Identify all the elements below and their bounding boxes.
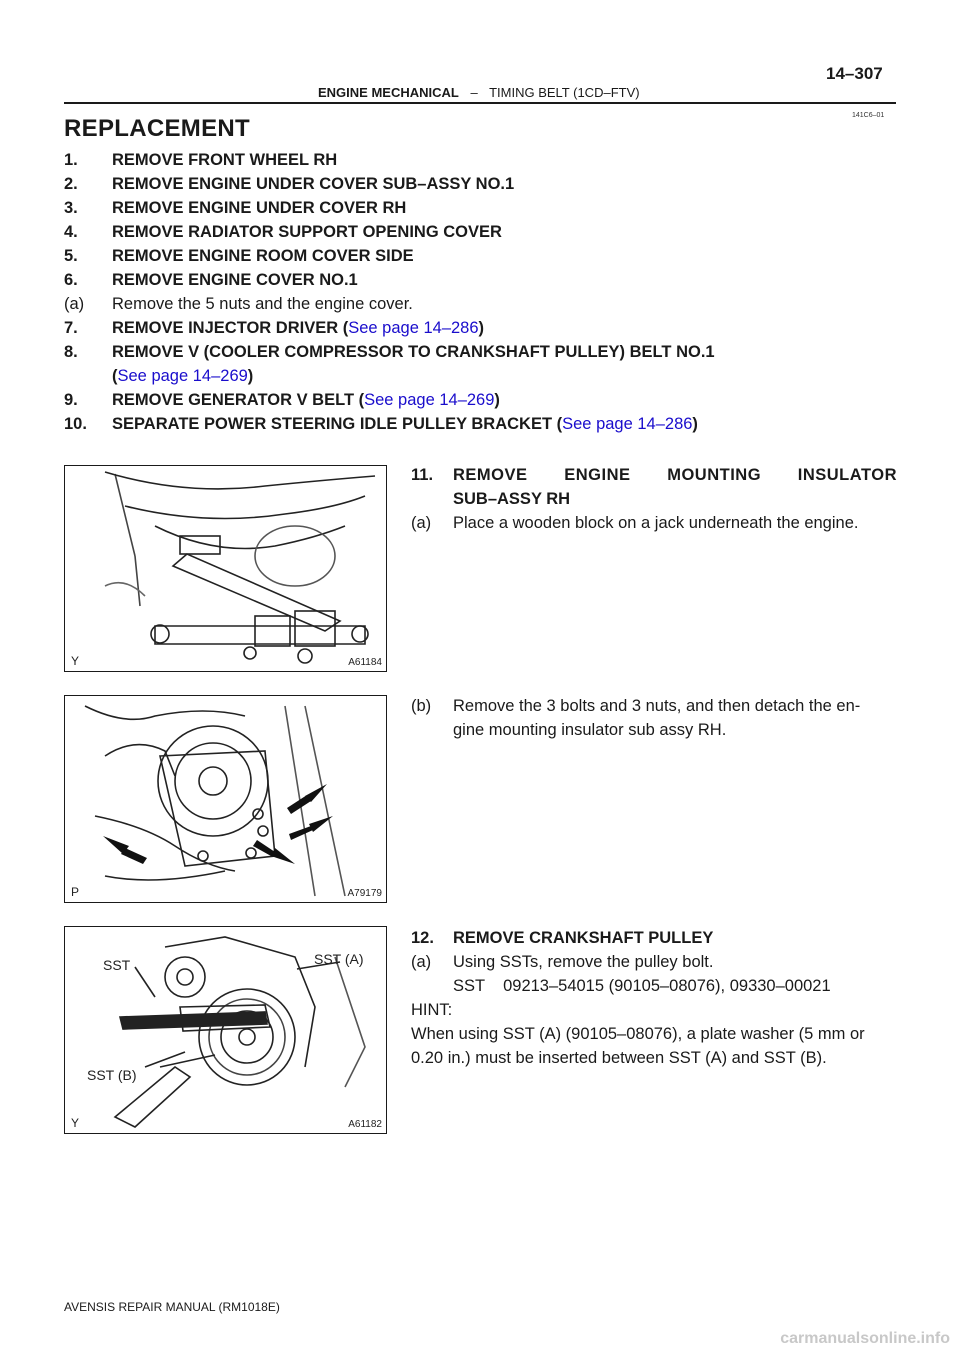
- step-11: [411, 463, 897, 535]
- section-name: ENGINE MECHANICAL: [318, 85, 459, 100]
- sst-numbers: SST 09213–54015 (90105–08076), 09330–00021: [453, 977, 831, 995]
- label-sst-a: SST (A): [314, 951, 364, 967]
- step-12: [411, 926, 897, 1070]
- step-1: 1. REMOVE FRONT WHEEL RH: [64, 151, 338, 169]
- step-5: 5. REMOVE ENGINE ROOM COVER SIDE: [64, 247, 414, 265]
- figure-mark: Y: [71, 1116, 80, 1130]
- section-title: TIMING BELT (1CD–FTV): [489, 85, 640, 100]
- step-10: 10. SEPARATE POWER STEERING IDLE PULLEY BRACKET (See page 14–286): [64, 415, 698, 433]
- step-11-heading: REMOVE ENGINE MOUNTING INSULATOR: [453, 466, 897, 484]
- step-6: 6. REMOVE ENGINE COVER NO.1: [64, 271, 358, 289]
- label-sst-b: SST (B): [87, 1067, 137, 1083]
- step-12-heading: REMOVE CRANKSHAFT PULLEY: [453, 929, 714, 947]
- section-header: [318, 85, 640, 100]
- figure-code: A61184: [348, 657, 382, 668]
- step-12a: (a) Using SSTs, remove the pulley bolt.: [411, 953, 714, 971]
- hint-label: HINT:: [411, 1001, 453, 1019]
- step-8: 8. REMOVE V (COOLER COMPRESSOR TO CRANKSHAFT PULLEY) BELT NO.1: [64, 343, 715, 361]
- link-page-14-269[interactable]: See page 14–269: [364, 391, 495, 409]
- header-rule: [64, 102, 896, 104]
- figure-engine-mount: [64, 695, 387, 903]
- doc-code: 141C6–01: [852, 112, 885, 119]
- hint-line-1: When using SST (A) (90105–08076), a plate washer (5 mm or: [411, 1025, 865, 1043]
- footer: AVENSIS REPAIR MANUAL (RM1018E): [64, 1300, 280, 1314]
- figure-mark: Y: [71, 654, 80, 668]
- step-11b: (b) Remove the 3 bolts and 3 nuts, and then detach the en- gine mounting insulator sub assy RH.: [411, 697, 861, 739]
- step-4: 4. REMOVE RADIATOR SUPPORT OPENING COVER: [64, 223, 502, 241]
- page-title: REPLACEMENT: [64, 115, 250, 142]
- step-8-ref: (See page 14–269): [112, 367, 254, 385]
- step-12-num: 12.: [411, 929, 434, 947]
- step-11a: (a) Place a wooden block on a jack underneath the engine.: [411, 514, 859, 532]
- link-page-14-286[interactable]: See page 14–286: [562, 415, 693, 433]
- header-separator: –: [470, 85, 478, 100]
- step-7: 7. REMOVE INJECTOR DRIVER (See page 14–286): [64, 319, 485, 337]
- label-sst: SST: [103, 957, 131, 973]
- step-9: 9. REMOVE GENERATOR V BELT (See page 14–269): [64, 391, 500, 409]
- watermark: carmanualsonline.info: [780, 1330, 950, 1347]
- figure-mark: P: [71, 885, 80, 899]
- step-3: 3. REMOVE ENGINE UNDER COVER RH: [64, 199, 407, 217]
- jack-illustration: [65, 466, 385, 670]
- figure-jack: [64, 465, 387, 672]
- figure-code: A79179: [347, 888, 382, 899]
- step-6a: (a) Remove the 5 nuts and the engine cover.: [64, 295, 413, 313]
- hint-line-2: 0.20 in.) must be inserted between SST (A) and SST (B).: [411, 1049, 827, 1067]
- page-number: 14–307: [826, 64, 883, 83]
- step-list: [64, 148, 904, 436]
- figure-crankshaft-pulley: [64, 926, 387, 1134]
- link-page-14-286[interactable]: See page 14–286: [348, 319, 479, 337]
- figure-code: A61182: [348, 1119, 382, 1130]
- link-page-14-269[interactable]: See page 14–269: [117, 367, 248, 385]
- step-11-heading-cont: SUB–ASSY RH: [453, 490, 571, 508]
- step-2: 2. REMOVE ENGINE UNDER COVER SUB–ASSY NO.1: [64, 175, 515, 193]
- engine-mount-illustration: [65, 696, 385, 901]
- step-11-num: 11.: [411, 466, 434, 484]
